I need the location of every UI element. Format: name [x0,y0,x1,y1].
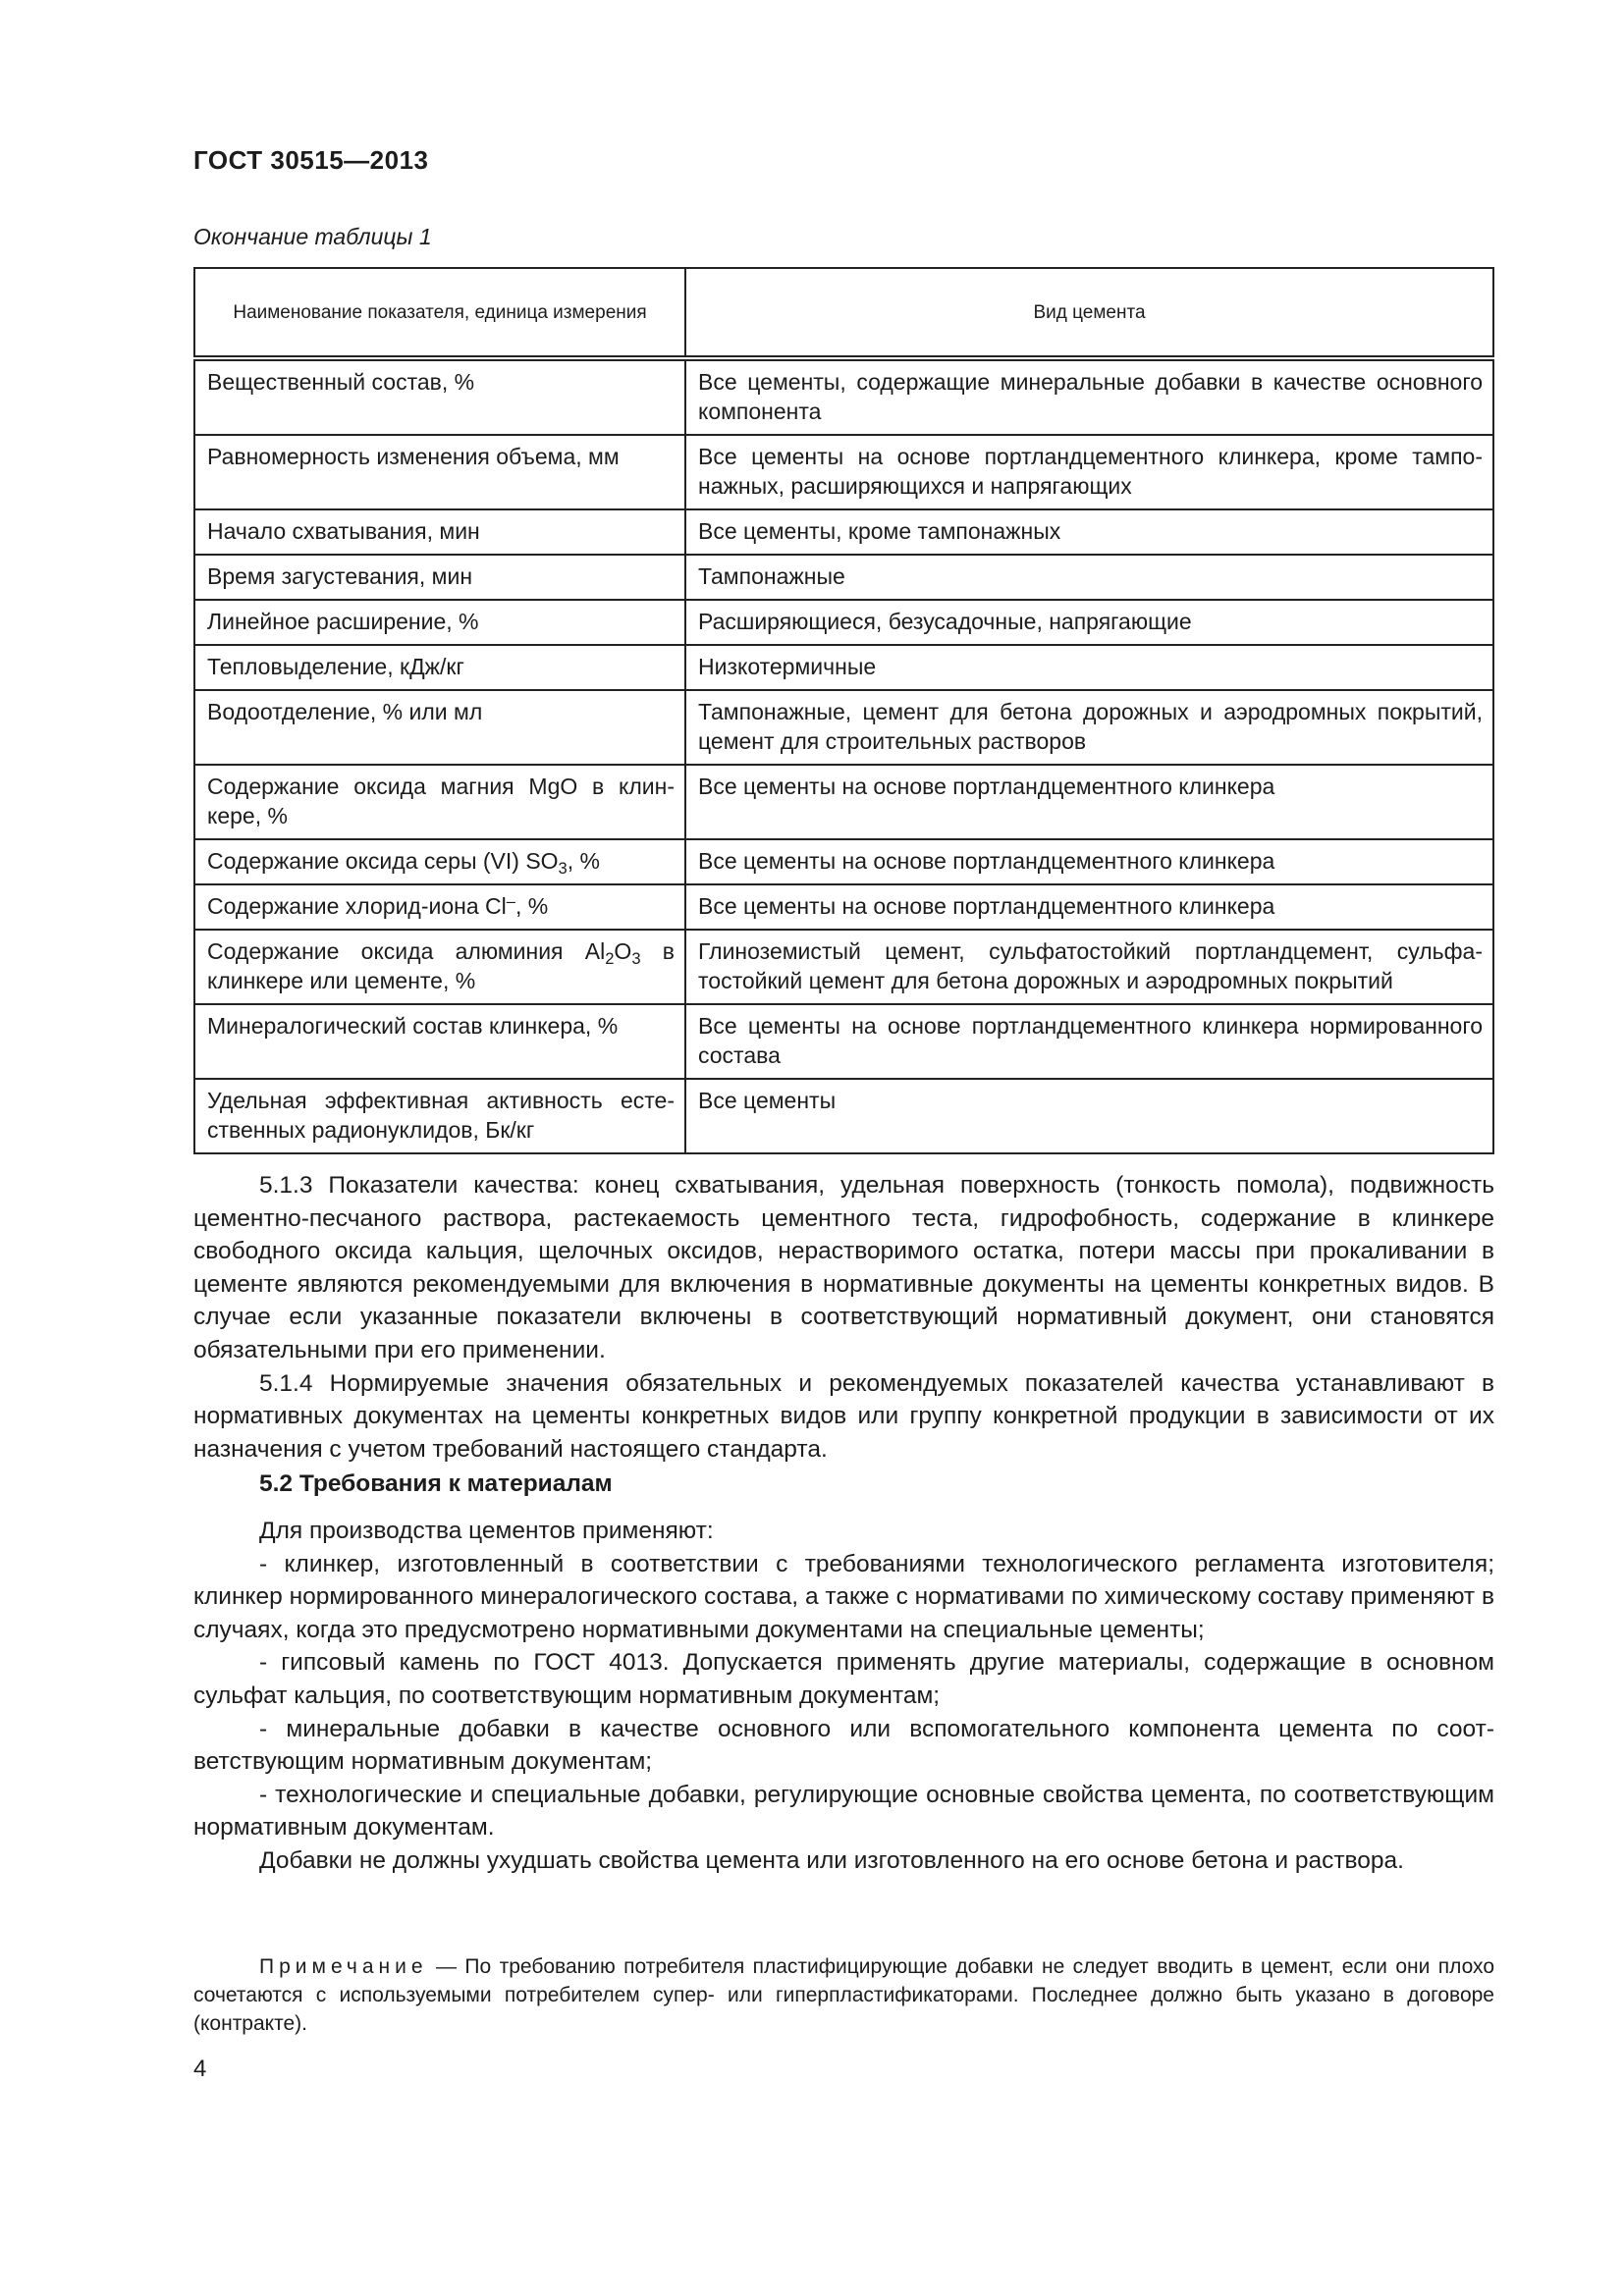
row-cement-type: Тампонажные [685,555,1493,600]
list-item: - клинкер, изготовленный в соответствии с требованиями технологического регламента изготовителя; клинкер нормированного минералогического состава, а также с нормативами по химическому составу применяют в случаях, когда это предусмотрено нормативными документами на специальные цементы; [193,1550,1494,1643]
row-cement-type: Низкотермичные [685,645,1493,690]
list-item: - минеральные добавки в качестве основного или вспомогательного компонента цемента по соответствующим нормативным документам; [193,1715,1494,1776]
row-indicator: Минералогический состав клинкера, % [194,1004,685,1079]
paragraph-5-1-3: 5.1.3 Показатели качества: конец схватывания, удельная поверхность (тонкость помола), подвижность цементно-песчаного раствора, растекаемость цементного теста, гидрофобность, содержание в клинкере свободного оксида кальция, щелочных оксидов, нерастворимого остатка, потери массы при прокаливании в цементе являются рекомендуемыми для включения в нормативные документы на цементы конкретных видов. В случае если указанные показатели включены в соответствующий нормативный документ, они становятся обязательными при его применении. [193,1172,1494,1363]
row-indicator: Содержание оксида серы (VI) $SO_3$, % [194,839,685,884]
row-indicator: Содержание хлорид-иона Cl–, % [194,884,685,930]
row-indicator: Начало схватывания, мин [194,509,685,555]
table-row [194,435,1493,509]
row-indicator: Равномерность изменения объема, мм [194,435,685,509]
row-cement-type: Расширяющиеся, безусадочные, напрягающие [685,600,1493,645]
table-continuation-caption: Окончание таблицы 1 [193,224,432,249]
requirements-table [193,267,1494,1154]
row-indicator: Вещественный состав, % [194,358,685,435]
column-header-cement-type: Вид цемента [685,268,1493,358]
section-heading-5-2: 5.2 Требования к материалам [259,1470,613,1497]
table-row [194,930,1493,1004]
row-cement-type: Все цементы [685,1079,1493,1153]
note-paragraph [193,1952,1494,2038]
row-cement-type: Все цементы на основе портландцементного клинкера нормированного состава [685,1004,1493,1079]
table-row [194,765,1493,839]
list-item: - гипсовый камень по ГОСТ 4013. Допускается применять другие материалы, содержащие в основном сульфат кальция, по соответствующим нормативным документам; [193,1649,1494,1709]
row-cement-type: Все цементы на основе портландцементного клинкера, кроме тампонажных, расширяющихся и напрягающих [685,435,1493,509]
table-header-row [194,268,1493,358]
row-cement-type: Все цементы на основе портландцементного клинкера [685,884,1493,930]
table-row [194,555,1493,600]
clause-5-1-block [193,1169,1494,1466]
row-indicator: Водоотделение, % или мл [194,690,685,765]
row-cement-type: Все цементы на основе портландцементного клинкера [685,765,1493,839]
column-header-indicator: Наименование показателя, единица измерения [194,268,685,358]
table-row [194,1079,1493,1153]
table-row [194,884,1493,930]
page-number: 4 [193,2056,207,2082]
row-cement-type: Все цементы, содержащие минеральные добавки в качестве основного компонента [685,358,1493,435]
table-row [194,600,1493,645]
document-code: ГОСТ 30515—2013 [193,145,429,175]
clause-5-2-block [193,1515,1494,1878]
table-row [194,839,1493,884]
row-indicator: Содержание оксида магния MgO в клинкере, % [194,765,685,839]
section-closing: Добавки не должны ухудшать свойства цемента или изготовленного на его основе бетона и раствора. [259,1846,1404,1874]
list-item: - технологические и специальные добавки, регулирующие основные свойства цемента, по соответствующим нормативным документам. [193,1781,1494,1842]
table-row [194,1004,1493,1079]
row-cement-type: Тампонажные, цемент для бетона дорожных и аэродромных покрытий, цемент для строительных растворов [685,690,1493,765]
row-indicator: Линейное расширение, % [194,600,685,645]
row-indicator: Время загустевания, мин [194,555,685,600]
section-intro: Для производства цементов применяют: [259,1518,714,1544]
paragraph-5-1-4: 5.1.4 Нормируемые значения обязательных и рекомендуемых показателей качества устанавливают в нормативных документах на цементы конкретных видов или группу конкретной продукции в зависимости от их назначения с учетом требований настоящего стандарта. [193,1369,1494,1463]
row-cement-type: Все цементы на основе портландцементного клинкера [685,839,1493,884]
table-row [194,645,1493,690]
note-text: — По требованию потребителя пластифицирующие добавки не следует вводить в цемент, если они плохо сочетаются с используемыми потребителем супер- или гиперпластификаторами. Последнее должно быть указано в договоре (контракте). [193,1955,1494,2035]
table-row [194,509,1493,555]
note-block [193,1952,1494,2038]
row-cement-type: Все цементы, кроме тампонажных [685,509,1493,555]
row-indicator: Тепловыделение, кДж/кг [194,645,685,690]
table-row [194,358,1493,435]
note-label: Примечание [259,1955,428,1978]
row-indicator: Удельная эффективная активность естественных радионуклидов, Бк/кг [194,1079,685,1153]
row-indicator: Содержание оксида алюминия $Al_2O_3$ в клинкере или цементе, % [194,930,685,1004]
row-cement-type: Глиноземистый цемент, сульфатостойкий портландцемент, сульфатостойкий цемент для бетона дорожных и аэродромных покрытий [685,930,1493,1004]
table-row [194,690,1493,765]
